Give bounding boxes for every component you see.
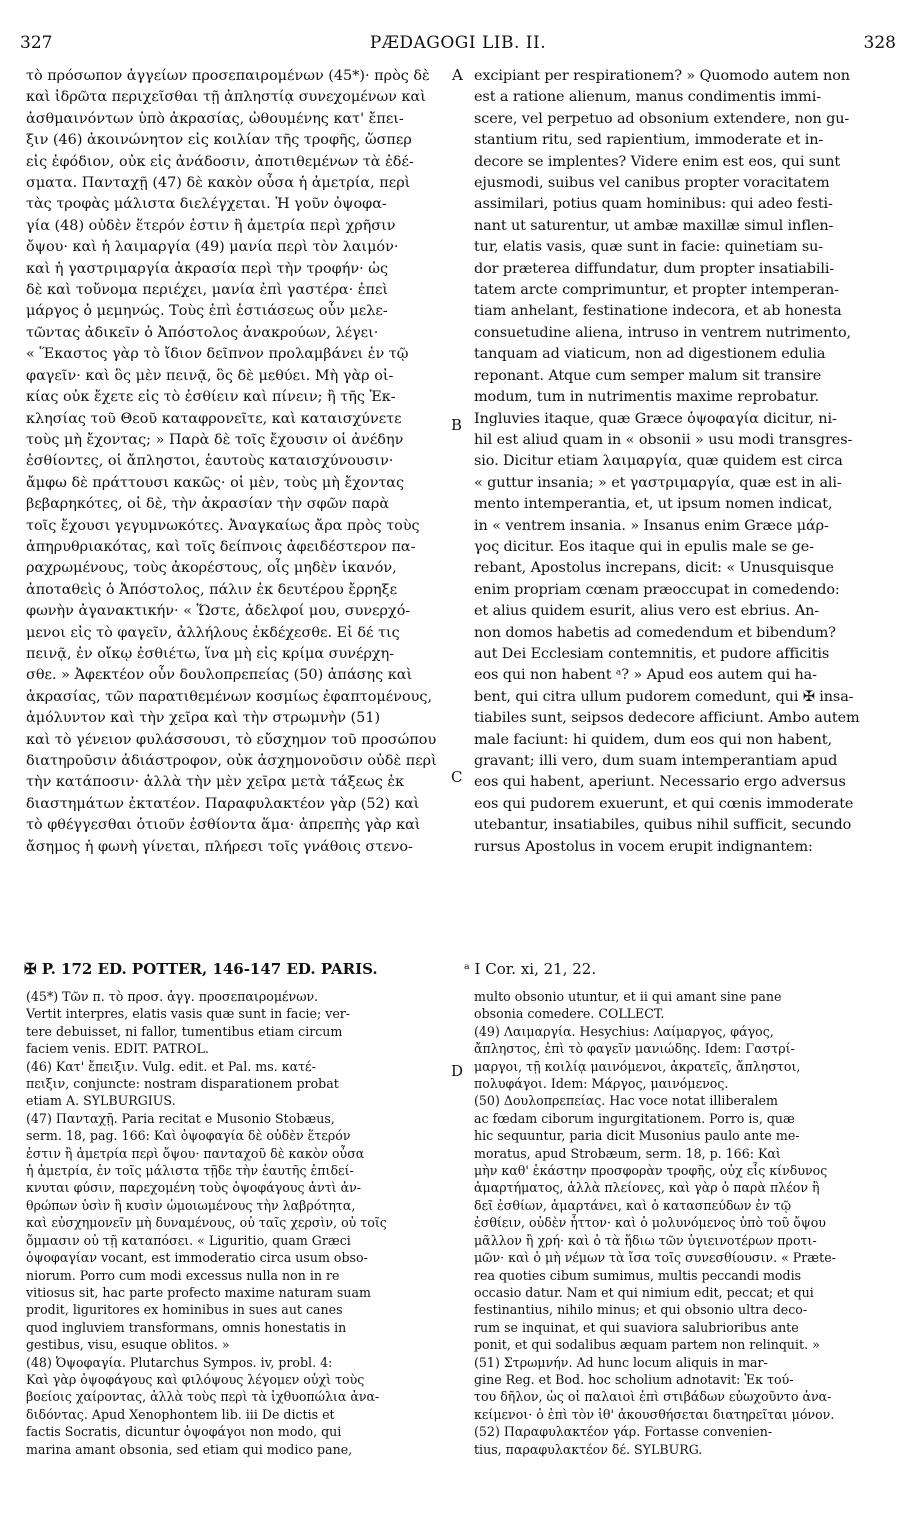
latin-text-line: eos qui habent, aperiunt. Necessario ergo adversus [474, 774, 846, 791]
latin-translation-column [474, 66, 898, 858]
latin-text-line: tiam anhelant, festinatione indecora, et ab honesta [474, 303, 842, 320]
footnote-line: ἄπληστος, ἐπὶ τὸ φαγεῖν μανιώδης. Idem: Γαστρί- [474, 1041, 795, 1057]
footnote-line: factis Socratis, dicuntur ὀψοφάγοι non modo, qui [26, 1424, 342, 1440]
greek-text-line: ἀμόλυντον καὶ τὴν χεῖρα καὶ τὴν στρωμνὴν (51) [26, 710, 381, 727]
latin-text-line: tatem arcte comprimuntur, et propter intemperan- [474, 282, 839, 299]
footnote-line: (46) Κατ' ἔπειξιν. Vulg. edit. et Pal. ms. κατέ- [26, 1058, 316, 1074]
greek-text-line: σθε. » Ἀφεκτέον οὖν δουλοπρεπείας (50) ἁπάσης καὶ [26, 667, 413, 684]
latin-text-line: stantium ritu, sed rapientium, immoderate et in- [474, 132, 824, 149]
latin-text-line: assimilari, potius quam hominibus: qui adeo festi- [474, 196, 833, 213]
footnote-line: ἡ ἀμετρία, ἐν τοῖς μάλιστα τῇδε τὴν ἑαυτῆς ἐπιδεί- [26, 1163, 354, 1179]
greek-text-line: φαγεῖν· καὶ ὃς μὲν πεινᾷ, ὃς δὲ μεθύει. Μὴ γὰρ οἰ- [26, 367, 394, 384]
greek-text-line: ἀποταθεὶς ὁ Ἀπόστολος, πάλιν ἐκ δευτέρου ἔρρηξε [26, 581, 398, 598]
footnote-line: vitiosus sit, hac parte profecto maxime naturam suam [26, 1284, 371, 1300]
footnote-line: θρώπων ὑσὶν ἢ κυσὶν ὡμοιωμένους τὴν λαβρότητα, [26, 1197, 356, 1213]
footnote-line: gine Reg. et Bod. hoc scholium adnotavit: Ἐκ τού- [474, 1371, 794, 1387]
footnote-line: ponit, et qui sodalibus æquam partem non relinquit. » [474, 1337, 820, 1353]
latin-text-line: male faciunt: hi quidem, dum eos qui non habent, [474, 731, 832, 748]
greek-text-line: καὶ ἱδρῶτα περιχεῖσθαι τῇ ἀπληστίᾳ συνεχομένων καὶ [26, 89, 426, 106]
footnote-line: του δῆλον, ὡς οἱ παλαιοὶ ἐπὶ στιβάδων εὐωχοῦντο ἀνα- [474, 1389, 832, 1405]
greek-text-line: ἀπηρυθριακότας, καὶ τοῖς δείπνοις ἀφειδέστερον πα- [26, 538, 416, 555]
footnote-line: διδόντας. Apud Xenophontem lib. iii De dictis et [26, 1406, 335, 1422]
latin-text-line: « guttur insania; » et γαστριμαργία, quæ est in ali- [474, 474, 842, 491]
greek-text-line: φωνὴν ἀγανακτικήν· « Ὥστε, ἀδελφοί μου, συνερχό- [26, 603, 411, 620]
latin-text-line: rebant, Apostolus increpans, dicit: « Unusquisque [474, 560, 834, 577]
latin-text-line: in « ventrem insania. » Insanus enim Græce μάρ- [474, 517, 829, 534]
footnote-line: ἁμαρτήματος, ἀλλὰ πλείονες, καὶ γὰρ ὁ παρὰ πλέον ἢ [474, 1180, 820, 1196]
latin-text-line: non domos habetis ad comedendum et bibendum? [474, 624, 836, 641]
footnote-line: (48) Ὀψοφαγία. Plutarchus Sympos. iv, probl. 4: [26, 1354, 333, 1370]
footnote-line: Καὶ γὰρ ὀψοφάγους καὶ φιλόψους λέγομεν οὐχὶ τοὺς [26, 1371, 365, 1387]
footnote-line: prodit, liguritores ex hominibus in sues aut canes [26, 1302, 343, 1318]
latin-text-line: sio. Dicitur etiam λαιμαργία, quæ quidem est circa [474, 453, 843, 470]
latin-text-line: eos qui non habent ᵃ? » Apud eos autem qui ha- [474, 667, 817, 684]
greek-text-line: ἀσθμαινόντων ὑπὸ ἀκρασίας, ὠθουμένης κατ' ἔπει- [26, 110, 404, 127]
footnote-line: μῶν· καὶ ὁ μὴ νέμων τὰ ἴσα τοῖς συνεσθίουσιν. « Præte- [474, 1250, 836, 1266]
latin-text-line: hil est aliud quam in « obsonii » usu modi transgres- [474, 431, 853, 448]
latin-text-line: rursus Apostolus in vocem erupit indignantem: [474, 838, 813, 855]
latin-text-line: γος dicitur. Eos itaque qui in epulis male se ge- [474, 538, 814, 555]
latin-text-line: scere, vel perpetuo ad obsonium extendere, non gu- [474, 110, 850, 127]
greek-text-line: καὶ τὸ γένειον φυλάσσουσι, τὸ εὔσχημον τοῦ προσώπου [26, 731, 437, 748]
greek-text-line: τῶντας ἀδικεῖν ὁ Ἀπόστολος ἀνακρούων, λέγει· [26, 324, 379, 341]
latin-text-line: et alius quidem esurit, alius vero est ebrius. An- [474, 603, 820, 620]
footnote-line: (49) Λαιμαργία. Hesychius: Λαίμαργος, φάγος, [474, 1023, 774, 1039]
greek-text-line: κίας οὐκ ἔχετε εἰς τὸ ἐσθίειν καὶ πίνειν; ἢ τῆς Ἐκ- [26, 389, 396, 406]
footnote-line: moratus, apud Strobæum, serm. 18, p. 166: Καὶ [474, 1145, 781, 1161]
greek-text-line: τὴν κατάποσιν· ἀλλὰ τὴν μὲν χεῖρα μετὰ τάξεως ἐκ [26, 774, 405, 791]
edition-separator [24, 960, 904, 986]
footnote-line: multo obsonio utuntur, et ii qui amant sine pane [474, 989, 782, 1004]
footnote-line: quod ingluviem transformans, omnis honestatis in [26, 1319, 347, 1335]
footnote-line: καὶ εὐσχημονεῖν μὴ δυναμένους, οὐ ταῖς χερσὶν, οὐ τοῖς [26, 1215, 387, 1231]
footnote-line: κείμενοι· ὁ ἐπὶ τὸν ἰθ' ἀκουσθήσεται διατηρεῖται μόνον. [474, 1406, 835, 1422]
footnotes-right-column [474, 988, 898, 1458]
latin-text-line: tiabiles sunt, seipsos dedecore afficiunt. Ambo autem [474, 710, 860, 727]
latin-text-line: utebantur, insatiabiles, quibus nihil sufficit, secundo [474, 817, 852, 834]
latin-text-line: nant ut saturentur, ut ambæ maxillæ simul inflen- [474, 217, 834, 234]
greek-text-line: δὲ καὶ τοὔνομα περιέχει, μανία ἐπὶ γαστέρα· ἐπεὶ [26, 282, 389, 299]
footnote-line: etiam A. SYLBURGIUS. [26, 1093, 176, 1109]
greek-text-line: « Ἕκαστος γὰρ τὸ ἴδιον δεῖπνον προλαμβάνει ἐν τῷ [26, 346, 409, 363]
greek-text-line: τὸ πρόσωπον ἀγγείων προσεπαιρομένων (45*)· πρὸς δὲ [26, 68, 430, 84]
latin-text-line: enim propriam cœnam præoccupat in comedendo: [474, 581, 840, 598]
footnotes-left-column [26, 988, 450, 1458]
latin-text-line: reponant. Atque cum semper malum sit transire [474, 367, 822, 384]
footnote-line: marina amant obsonia, sed etiam qui modico pane, [26, 1441, 353, 1457]
latin-text-line: dor præterea diffundatur, dum propter insatiabili- [474, 260, 835, 277]
greek-text-line: εἰς ἐφόδιον, οὐκ εἰς ἀνάδοσιν, ἀποτιθεμένων τὰ ἐδέ- [26, 153, 414, 170]
scripture-reference: ᵃ I Cor. xi, 21, 22. [464, 960, 597, 978]
margin-marker-a: A [452, 66, 463, 84]
footnote-line: festinantius, nihilo minus; et qui obsonio ultra deco- [474, 1302, 808, 1318]
latin-text-line: consuetudine aliena, intruso in ventrem nutrimento, [474, 324, 852, 341]
footnote-line: hic sequuntur, paria dicit Musonius paulo ante me- [474, 1128, 800, 1144]
greek-text-line: ξιν (46) ἀκοινώνητον εἰς κοιλίαν τῆς τροφῆς, ὥσπερ [26, 132, 412, 149]
footnote-line: ὄμμασιν οὐ τῇ καταπόσει. « Liguritio, quam Græci [26, 1232, 351, 1248]
edition-note: ✠ P. 172 ED. POTTER, 146-147 ED. PARIS. [24, 960, 378, 978]
footnote-line: βοείοις χαίροντας, ἀλλὰ τοὺς περὶ τὰ ἰχθυοπώλια ἀνα- [26, 1389, 380, 1405]
greek-text-line: τοὺς μὴ ἔχοντας; » Παρὰ δὲ τοῖς ἔχουσιν οἱ ἀνέδην [26, 431, 404, 448]
greek-text-line: τοῖς ἔχουσι γεγυμνωκότες. Ἀναγκαίως ἄρα πρὸς τοὺς [26, 517, 420, 534]
footnote-line: μὴν καθ' ἑκάστην προσφορὰν τροφῆς, οὐχ εἷς κίνδυνος [474, 1163, 828, 1179]
page-number-left: 327 [20, 33, 53, 53]
greek-text-line: μενοι εἰς τὸ φαγεῖν, ἀλλήλους ἐκδέχεσθε. Εἰ δέ τις [26, 624, 400, 641]
greek-text-line: ἄσημος ἡ φωνὴ γίνεται, πλήρεσι τοῖς γνάθοις στενο- [26, 838, 413, 855]
latin-text-line: ejusmodi, suibus vel canibus propter voracitatem [474, 175, 830, 192]
footnote-line: occasio datur. Nam et qui nimium edit, peccat; et qui [474, 1284, 814, 1300]
latin-text-line: aut Dei Ecclesiam contemnitis, et pudore afficitis [474, 645, 830, 662]
margin-marker-b: B [451, 416, 463, 434]
page-number-right: 328 [863, 33, 896, 53]
greek-text-line: μάργος ὁ μεμηνώς. Τοὺς ἐπὶ ἑστιάσεως οὖν μελε- [26, 303, 388, 320]
footnote-line: (45*) Τῶν π. τὸ προσ. ἀγγ. προσεπαιρομένων. [26, 989, 319, 1004]
greek-text-line: κλησίας τοῦ Θεοῦ καταφρονεῖτε, καὶ καταισχύνετε [26, 410, 402, 427]
greek-text-line: τὸ φθέγγεσθαι ὁτιοῦν ἐσθίοντα ἅμα· ἀπρεπὴς γὰρ καὶ [26, 817, 421, 834]
footnote-line: δεῖ ἐσθίων, ἁμαρτάνει, καὶ ὁ κατασπεύδων ἐν τῷ [474, 1197, 792, 1213]
greek-text-line: ραχρωμένους, τοὺς ἀκορέστους, οἷς μηδὲν ἱκανόν, [26, 560, 397, 577]
footnote-line: ac fœdam ciborum ingurgitationem. Porro is, quæ [474, 1110, 795, 1126]
footnote-line: faciem venis. EDIT. PATROL. [26, 1041, 209, 1057]
footnote-line: rum se inquinat, et qui suaviora salubrioribus ante [474, 1319, 799, 1335]
margin-marker-c: C [451, 768, 463, 786]
footnote-line: ἐστιν ἢ ἀμετρία περὶ ὄψου· πανταχοῦ δὲ κακὸν οὖσα [26, 1145, 365, 1161]
footnote-line: μᾶλλον ἢ χρή· καὶ ὁ τὰ ἥδιω τῶν ὑγιεινοτέρων προτι- [474, 1232, 817, 1248]
latin-text-line: bent, qui citra ullum pudorem comedunt, qui ✠ insa- [474, 688, 854, 705]
greek-text-line: ὄψου· καὶ ἡ λαιμαργία (49) μανία περὶ τὸν λαιμόν· [26, 239, 399, 256]
latin-text-line: tanquam ad viaticum, non ad digestionem edulia [474, 346, 826, 363]
latin-text-line: Ingluvies itaque, quæ Græce ὀψοφαγία dicitur, ni- [474, 410, 837, 427]
latin-text-line: decore se implentes? Videre enim est eos, qui sunt [474, 153, 841, 170]
latin-text-line: eos qui pudorem exuerunt, et qui cœnis immoderate [474, 795, 854, 812]
greek-text-line: πεινᾷ, ἐν οἴκῳ ἐσθιέτω, ἵνα μὴ εἰς κρίμα συνέρχη- [26, 645, 395, 662]
running-header [0, 33, 916, 57]
footnote-line: πολυφάγοι. Idem: Μάργος, μαινόμενος. [474, 1076, 729, 1092]
greek-text-line: ἐσθίοντες, οἱ ἄπληστοι, ἑαυτοὺς καταισχύνουσιν· [26, 453, 394, 470]
greek-text-line: ἄμφω δὲ πράττουσι κακῶς· οἱ μὲν, τοὺς μὴ ἔχοντας [26, 474, 405, 491]
footnote-line: ἐσθίειν, οὐδὲν ἧττον· καὶ ὁ μολυνόμενος ὑπὸ τοῦ ὄψου [474, 1215, 826, 1231]
greek-text-line: διατηροῦσιν ἀδιάστροφον, οὐκ ἀσχημονοῦσιν οὐδὲ περὶ [26, 753, 437, 769]
footnote-line: tius, παραφυλακτέον δέ. SYLBURG. [474, 1441, 703, 1457]
greek-text-line: καὶ ἡ γαστριμαργία ἀκρασία περὶ τὴν τροφήν· ὡς [26, 260, 389, 277]
footnote-line: πειξιν, conjuncte: nostram disparationem probat [26, 1076, 339, 1092]
latin-text-line: excipiant per respirationem? » Quomodo autem non [474, 68, 850, 84]
greek-text-line: διαστημάτων ἐκτατέον. Παραφυλακτέον γὰρ (52) καὶ [26, 795, 420, 812]
greek-text-line: σματα. Πανταχῇ (47) δὲ κακὸν οὖσα ἡ ἀμετρία, περὶ [26, 175, 411, 192]
latin-text-line: mento intemperantia, et, ut ipsum nomen indicat, [474, 496, 833, 513]
greek-text-line: τὰς τροφὰς μάλιστα διελέγχεται. Ἡ γοῦν ὀψοφα- [26, 196, 387, 213]
footnote-line: obsonia comedere. COLLECT. [474, 1006, 665, 1022]
footnote-line: tere debuisset, ni fallor, tumentibus etiam circum [26, 1023, 343, 1039]
footnote-line: (50) Δουλοπρεπείας. Hac voce notat illiberalem [474, 1093, 778, 1109]
margin-marker-d: D [451, 1062, 464, 1080]
latin-text-line: modum, tum in nutrimentis maxime reprobatur. [474, 389, 820, 406]
greek-text-column [26, 66, 456, 858]
footnote-line: ὀψοφαγίαν vocant, est immoderatio circa usum obso- [26, 1250, 368, 1266]
footnote-line: gestibus, visu, esuque oblitos. » [26, 1337, 230, 1353]
running-title: PÆDAGOGI LIB. II. [369, 33, 547, 53]
footnote-line: (52) Παραφυλακτέον γάρ. Fortasse convenien- [474, 1424, 773, 1440]
footnote-line: serm. 18, pag. 166: Καὶ ὀψοφαγία δὲ οὐδὲν ἕτερόν [26, 1128, 351, 1144]
greek-text-line: βεβαρηκότες, οἱ δὲ, τὴν ἀκρασίαν τὴν σφῶν παρὰ [26, 496, 390, 513]
footnote-line: rea quoties cibum sumimus, multis peccandi modis [474, 1267, 802, 1283]
footnote-line: κνυται φύσιν, παρεχομένη τοὺς ὀψοφάγους ἀντὶ ἀν- [26, 1180, 362, 1196]
greek-text-line: γία (48) οὐδὲν ἕτερόν ἐστιν ἢ ἀμετρία περὶ χρῆσιν [26, 217, 396, 234]
footnote-line: niorum. Porro cum modi excessus nulla non in re [26, 1267, 340, 1283]
footnote-line: (47) Πανταχῇ. Paria recitat e Musonio Stobæus, [26, 1110, 335, 1126]
latin-text-line: gravant; illi vero, dum suam intemperantiam apud [474, 753, 838, 769]
footnote-line: Vertit interpres, elatis vasis quæ sunt in facie; ver- [26, 1006, 351, 1022]
greek-text-line: ἀκρασίας, τῶν παρατιθεμένων κοσμίως ἐφαπτομένους, [26, 688, 433, 705]
latin-text-line: tur, elatis vasis, quæ sunt in facie: quinetiam su- [474, 239, 824, 256]
latin-text-line: est a ratione alienum, manus condimentis immi- [474, 89, 821, 106]
footnote-line: (51) Στρωμνήν. Ad hunc locum aliquis in mar- [474, 1354, 768, 1370]
footnote-line: μαργοι, τῇ κοιλίᾳ μαινόμενοι, ἀκρατεῖς, ἄπληστοι, [474, 1058, 801, 1074]
